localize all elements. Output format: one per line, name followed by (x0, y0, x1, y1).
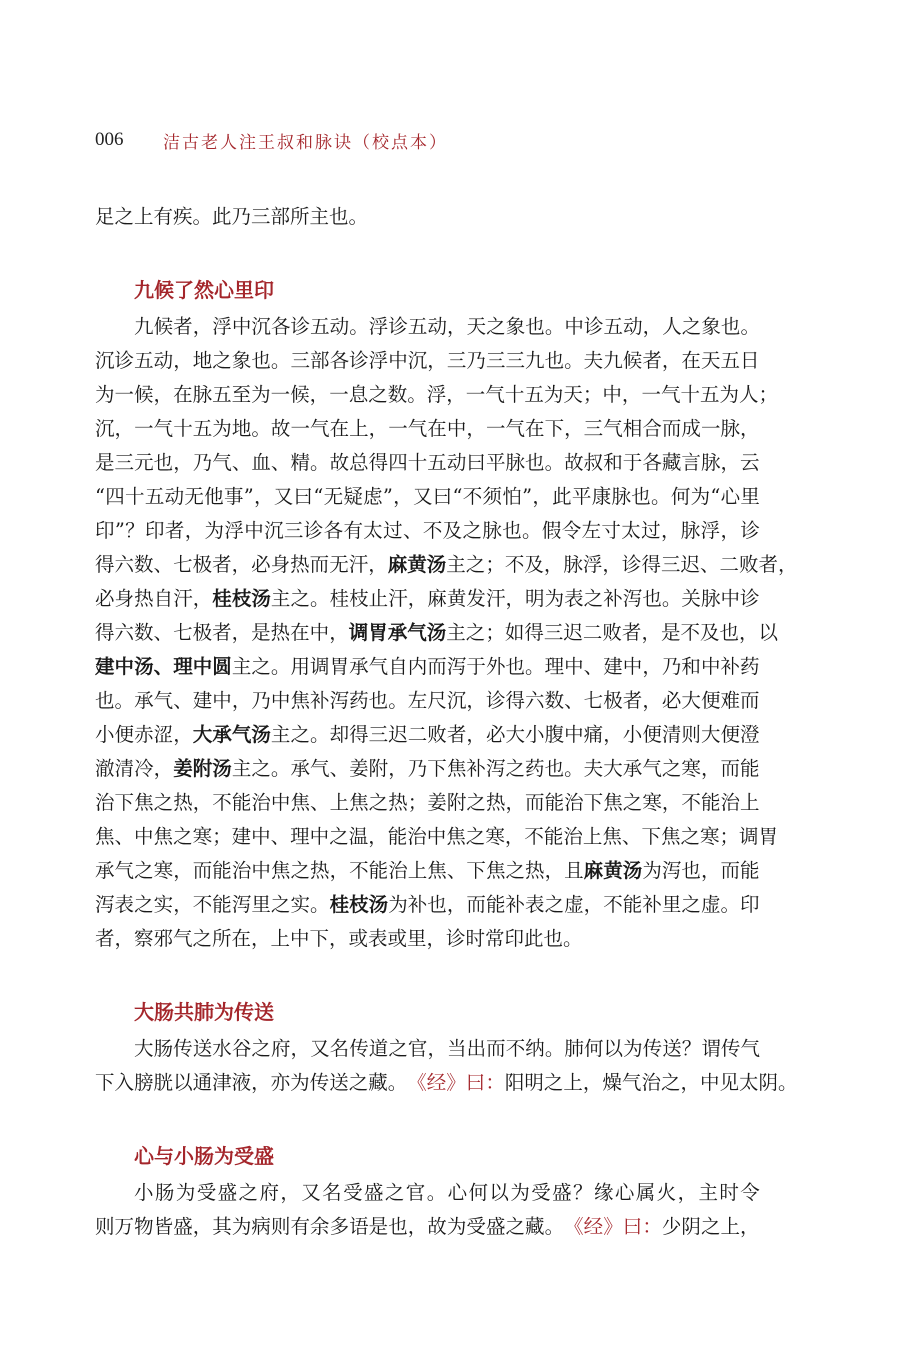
text-line: 得 六 数 、 七 极 者 ， 必 身 热 而 无 汗 ， 麻 黄 汤 主 之 ； 不 及 ， 脉 浮 ， 诊 得 三 迟 、 二 败 者 ， (95, 553, 798, 576)
text-line: 小 便 赤 涩 ， 大 承 气 汤 主 之 。 却 得 三 迟 二 败 者 ， 必 大 小 腹 中 痛 ， 小 便 清 则 大 便 澄 (95, 723, 760, 746)
section-gap (95, 234, 760, 270)
text-line: 得 六 数 、 七 极 者 ， 是 热 在 中 ， 调 胃 承 气 汤 主 之 ； 如 得 三 迟 二 败 者 ， 是 不 及 也 ， 以 (95, 621, 779, 644)
text-line: 九 候 者 ， 浮 中 沉 各 诊 五 动 。 浮 诊 五 动 ， 天 之 象 也 。 中 诊 五 动 ， 人 之 象 也 。 (134, 315, 760, 338)
text-segment: 足之上有疾。此乃三部所主也。 (95, 205, 369, 228)
text-line: 建 中 汤 、 理 中 圆 主 之 。 用 调 胃 承 气 自 内 而 泻 于 外 也 。 理 中 、 建 中 ， 乃 和 中 补 药 (95, 655, 760, 678)
text-line: 澈 清 冷 ， 姜 附 汤 主 之 。 承 气 、 姜 附 ， 乃 下 焦 补 泻 之 药 也 。 夫 大 承 气 之 寒 ， 而 能 (95, 757, 760, 780)
section-gap (95, 956, 760, 992)
text-line: 为 一 候 ， 在 脉 五 至 为 一 候 ， 一 息 之 数 。 浮 ， 一 气 十 五 为 天 ； 中 ， 一 气 十 五 为 人 ； (95, 383, 779, 406)
running-header (95, 126, 448, 154)
text-line: 承 气 之 寒 ， 而 能 治 中 焦 之 热 ， 不 能 治 上 焦 、 下 焦 之 热 ， 且 麻 黄 汤 为 泻 也 ， 而 能 (95, 859, 760, 882)
page-body (95, 200, 798, 1244)
text-line: 大 肠 传 送 水 谷 之 府 ， 又 名 传 道 之 官 ， 当 出 而 不 纳 。 肺 何 以 为 传 送 ？ 谓 传 气 (134, 1037, 760, 1060)
text-line (95, 200, 760, 234)
text-line: 沉 诊 五 动 ， 地 之 象 也 。 三 部 各 诊 浮 中 沉 ， 三 乃 三 三 九 也 。 夫 九 候 者 ， 在 天 五 日 (95, 349, 760, 372)
text-line: 小 肠 为 受 盛 之 府 ， 又 名 受 盛 之 官 。 心 何 以 为 受 盛 ？ 缘 心 属 火 ， 主 时 令 (134, 1181, 760, 1204)
page-number: 006 (95, 129, 124, 150)
section-gap (95, 1100, 760, 1136)
text-line: “ 四 十 五 动 无 他 事 ” ， 又 曰 “ 无 疑 虑 ” ， 又 曰 “ 不 须 怕 ” ， 此 平 康 脉 也 。 何 为 “ 心 里 (95, 485, 760, 508)
section-heading: 大肠共肺为传送 (134, 1000, 274, 1024)
text-line: 必 身 热 自 汗 ， 桂 枝 汤 主 之 。 桂 枝 止 汗 ， 麻 黄 发 汗 ， 明 为 表 之 补 泻 也 。 关 脉 中 诊 (95, 587, 760, 610)
text-line: 是 三 元 也 ， 乃 气 、 血 、 精 。 故 总 得 四 十 五 动 曰 平 脉 也 。 故 叔 和 于 各 藏 言 脉 ， 云 (95, 451, 760, 474)
book-title: 洁古老人注王叔和脉诀（校点本） (163, 132, 448, 153)
text-line: 则 万 物 皆 盛 ， 其 为 病 则 有 余 多 语 是 也 ， 故 为 受 盛 之 藏 。 《 经 》 曰 ： 少 阴 之 上 ， (95, 1215, 760, 1238)
text-line: 沉 ， 一 气 十 五 为 地 。 故 一 气 在 上 ， 一 气 在 中 ， 一 气 在 下 ， 三 气 相 合 而 成 一 脉 ， (95, 417, 760, 440)
text-line: 下 入 膀 胱 以 通 津 液 ， 亦 为 传 送 之 藏 。 《 经 》 曰 ： 阳 明 之 上 ， 燥 气 治 之 ， 中 见 太 阴 。 (95, 1071, 798, 1094)
text-line: 也 。 承 气 、 建 中 ， 乃 中 焦 补 泻 药 也 。 左 尺 沉 ， 诊 得 六 数 、 七 极 者 ， 必 大 便 难 而 (95, 689, 760, 712)
text-segment: 者，察邪气之所在，上中下，或表或里，诊时常印此也。 (95, 927, 583, 950)
section-heading: 心与小肠为受盛 (134, 1144, 274, 1168)
text-line: 治 下 焦 之 热 ， 不 能 治 中 焦 、 上 焦 之 热 ； 姜 附 之 热 ， 而 能 治 下 焦 之 寒 ， 不 能 治 上 (95, 791, 760, 814)
section-heading: 九候了然心里印 (134, 278, 274, 302)
text-line: 泻 表 之 实 ， 不 能 泻 里 之 实 。 桂 枝 汤 为 补 也 ， 而 能 补 表 之 虚 ， 不 能 补 里 之 虚 。 印 (95, 893, 760, 916)
text-line (95, 922, 760, 956)
text-line: 印 ” ？ 印 者 ， 为 浮 中 沉 三 诊 各 有 太 过 、 不 及 之 脉 也 。 假 令 左 寸 太 过 ， 脉 浮 ， 诊 (95, 519, 760, 542)
text-line: 焦 、 中 焦 之 寒 ； 建 中 、 理 中 之 温 ， 能 治 中 焦 之 寒 ， 不 能 治 上 焦 、 下 焦 之 寒 ； 调 胃 (95, 825, 779, 848)
